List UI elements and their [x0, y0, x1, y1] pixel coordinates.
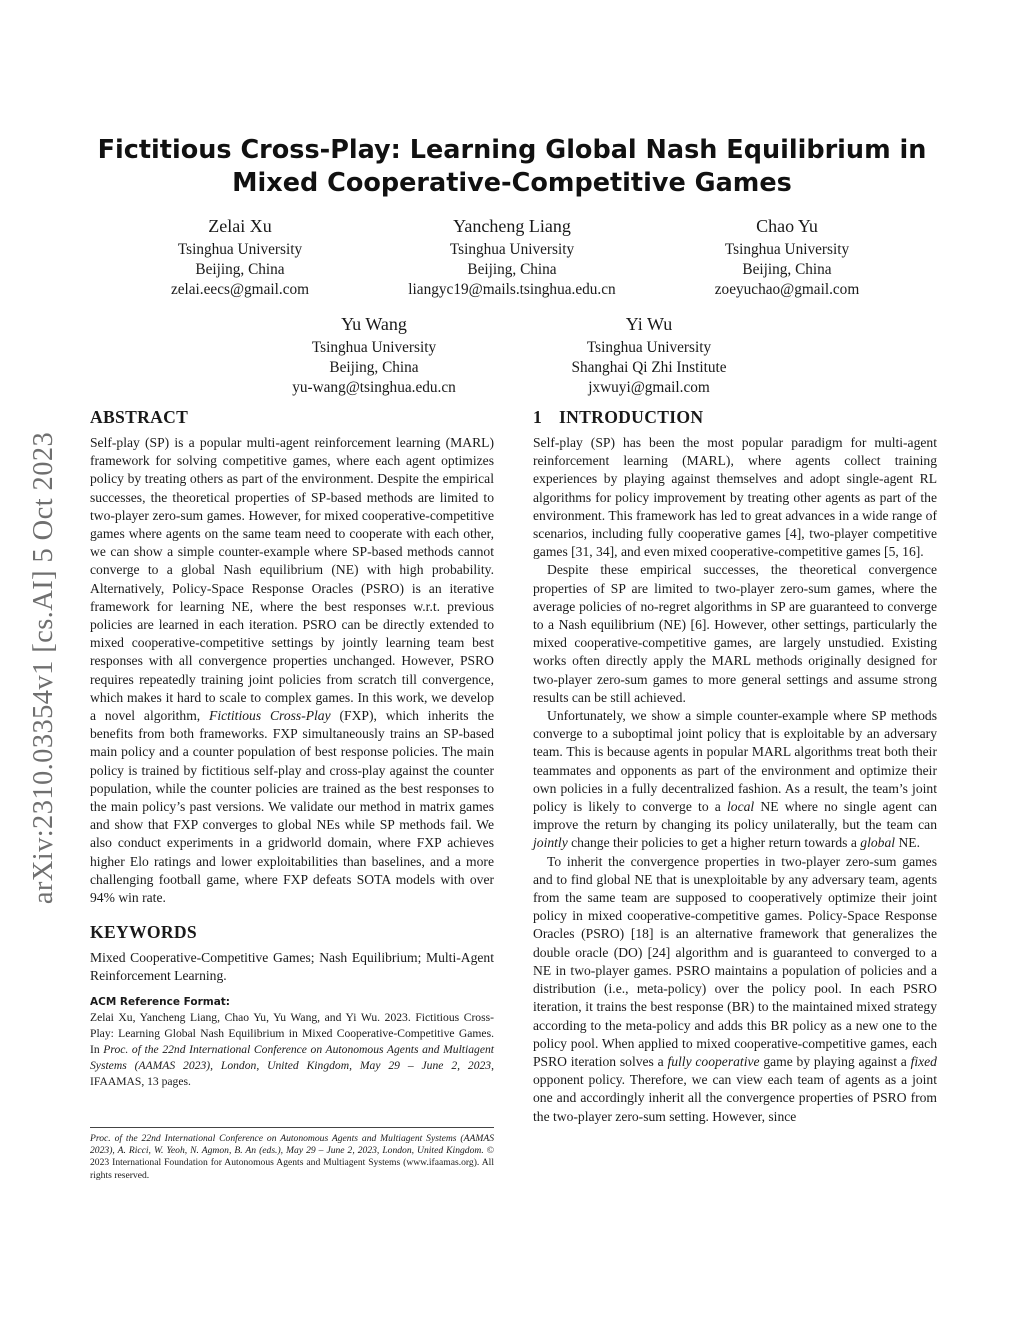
author-affiliation: Tsinghua University [586, 339, 712, 356]
author-name: Zelai Xu [208, 216, 272, 236]
keywords-text: Mixed Cooperative-Competitive Games; Nash Equilibrium; Multi-Agent Reinforcement Learning. [90, 950, 494, 984]
author-affiliation: Tsinghua University [724, 241, 850, 258]
acm-reference-heading: ACM Reference Format: [90, 995, 230, 1008]
author-block-4 [224, 312, 524, 398]
author-affiliation: Tsinghua University [311, 339, 437, 356]
author-location: Beijing, China [467, 261, 557, 278]
author-name: Chao Yu [756, 216, 818, 236]
abstract-text: Self-play (SP) is a popular multi-agent reinforcement learning (MARL) framework for solving competitive games, where each agent optimizes policy by treating others as part of the environment. Despite the empirical successes, the theoretical properties of SP-based methods are limited to two-player zero-sum games. However, for mixed cooperative-competitive games where agents on the same team need to cooperate with each other, we can show a simple counter-example where SP-based methods cannot converge to a global Nash equilibrium (NE) with high probability. Alternatively, Policy-Space Response Oracles (PSRO) is an iterative framework for learning NE, where the best responses w.r.t. previous policies are learned in each iteration. PSRO can be directly extended to mixed cooperative-competitive settings by jointly learning team best responses with all convergence properties unchanged. However, PSRO requires repeatedly training joint policies from scratch till convergence, which makes it hard to scale to complex games. In this work, we develop a novel algorithm, Fictitious Cross-Play (FXP), which inherits the benefits from both frameworks. FXP simultaneously trains an SP-based main policy and a counter population of best response policies. The main policy is trained by fictitious self-play and cross-play against the counter population, while the counter policies are trained as the best responses to the main policy’s past versions. We validate our method in matrix games and show that FXP converges to global NEs while SP methods fail. We also conduct experiments in a gridworld domain, where FXP achieves higher Elo ratings and lower exploitabilities than baselines, and a more challenging football game, where FXP defeats SOTA models with over 94% win rate. [90, 435, 495, 906]
paper-title: Fictitious Cross-Play: Learning Global Nash Equilibrium in Mixed Cooperative-Competitive Games [97, 135, 927, 198]
author-email: zelai.eecs@gmail.com [170, 281, 310, 298]
author-location: Beijing, China [195, 261, 285, 278]
author-email: yu-wang@tsinghua.edu.cn [292, 379, 456, 396]
author-email: jxwuyi@gmail.com [588, 379, 710, 396]
footnote-divider [90, 1127, 494, 1128]
author-location: Shanghai Qi Zhi Institute [571, 359, 727, 376]
introduction-heading: 1 INTRODUCTION [533, 407, 704, 427]
right-column [533, 406, 937, 1126]
arxiv-identifier [22, 378, 66, 958]
author-affiliation: Tsinghua University [177, 241, 303, 258]
author-email: liangyc19@mails.tsinghua.edu.cn [408, 281, 616, 298]
acm-reference-text: Zelai Xu, Yancheng Liang, Chao Yu, Yu Wang, and Yi Wu. 2023. Fictitious Cross-Play: Learning Global Nash Equilibrium in Mixed Cooperative-Competitive Games. In Proc. of the 22nd International Conference on Autonomous Agents and Multiagent Systems (AAMAS 2023), London, United Kingdom, May 29 – June 2, 2023, IFAAMAS, 13 pages. [90, 1010, 494, 1088]
section-number: 1 [533, 407, 543, 427]
author-block-2 [362, 214, 662, 300]
author-affiliation: Tsinghua University [449, 241, 575, 258]
keywords-heading: KEYWORDS [90, 922, 198, 943]
author-block-5 [499, 312, 799, 398]
intro-paragraph-1: Self-play (SP) has been the most popular paradigm for multi-agent reinforcement learning (MARL), where agents collect training experiences by playing against themselves and adopt single-agent RL algorithms for policy improvement by treating other agents as part of the environment. This framework has led to great advances in a wide range of scenarios, including fully cooperative games [4], two-player competitive games [31, 34], and even mixed cooperative-competitive games [5, 16]. [533, 435, 937, 560]
author-location: Beijing, China [742, 261, 832, 278]
author-location: Beijing, China [329, 359, 419, 376]
footnote-text: Proc. of the 22nd International Conference on Autonomous Agents and Multiagent Systems (AAMAS 2023), A. Ricci, W. Yeoh, N. Agmon, B. An (eds.), May 29 – June 2, 2023, London, United Kingdom. © 2023 International Foundation for Autonomous Agents and Multiagent Systems (www.ifaamas.org). All rights reserved. [90, 1133, 495, 1181]
author-name: Yancheng Liang [453, 216, 571, 236]
author-name: Yi Wu [625, 314, 673, 334]
author-block-3 [637, 214, 937, 300]
intro-paragraph-2: Despite these empirical successes, the theoretical convergence properties of SP are limited to two-player zero-sum games, where the average policies of no-regret algorithms in SP are guaranteed to converge to a Nash equilibrium (NE) [6]. However, other settings, particularly the mixed cooperative-competitive games, are largely unstudied. Existing works often directly apply the MARL methods originally designed for two-player zero-sum games to more general settings and assume strong results can be still achieved. [533, 562, 937, 705]
author-block-1 [90, 214, 390, 300]
author-email: zoeyuchao@gmail.com [714, 281, 860, 298]
left-column [90, 406, 494, 1090]
intro-paragraph-3: Unfortunately, we show a simple counter-example where SP methods converge to a suboptimal joint policy that is exploitable by an adversary team. This is because agents in popular MARL algorithms treat both their teammates and opponents as part of the environment and optimize their own policies in a fully decentralized fashion. As a result, the team’s joint policy is likely to converge to a local NE where no single agent can improve the return by changing its policy unilaterally, but the team can jointly change their policies to get a higher return towards a global NE. [533, 708, 937, 851]
intro-paragraph-4: To inherit the convergence properties in two-player zero-sum games and to find global NE that is unexploitable by any adversary team, agents from the same team are supposed to cooperatively optimize their joint policy in mixed cooperative-competitive games. Policy-Space Response Oracles (PSRO) [18] is an alternative framework that generalizes the double oracle (DO) [24] algorithm and is guaranteed to converged to a NE in two-player games. PSRO maintains a population of policies and a distribution (i.e., meta-policy) over the policy pool. In each PSRO iteration, it trains the best response (BR) to the maintained mixed strategy according to the meta-policy and adds this BR policy as a new one to the policy pool. When applied to mixed cooperative-competitive games, each PSRO iteration solves a fully cooperative game by playing against a fixed opponent policy. Therefore, we can view each team of agents as a joint one and accordingly inherit all the convergence properties of PSRO from the two-player zero-sum setting. However, since [533, 853, 937, 1124]
arxiv-identifier-text: arXiv:2310.03354v1 [cs.AI] 5 Oct 2023 [28, 431, 59, 905]
abstract-heading: ABSTRACT [90, 407, 189, 427]
author-name: Yu Wang [341, 314, 407, 334]
